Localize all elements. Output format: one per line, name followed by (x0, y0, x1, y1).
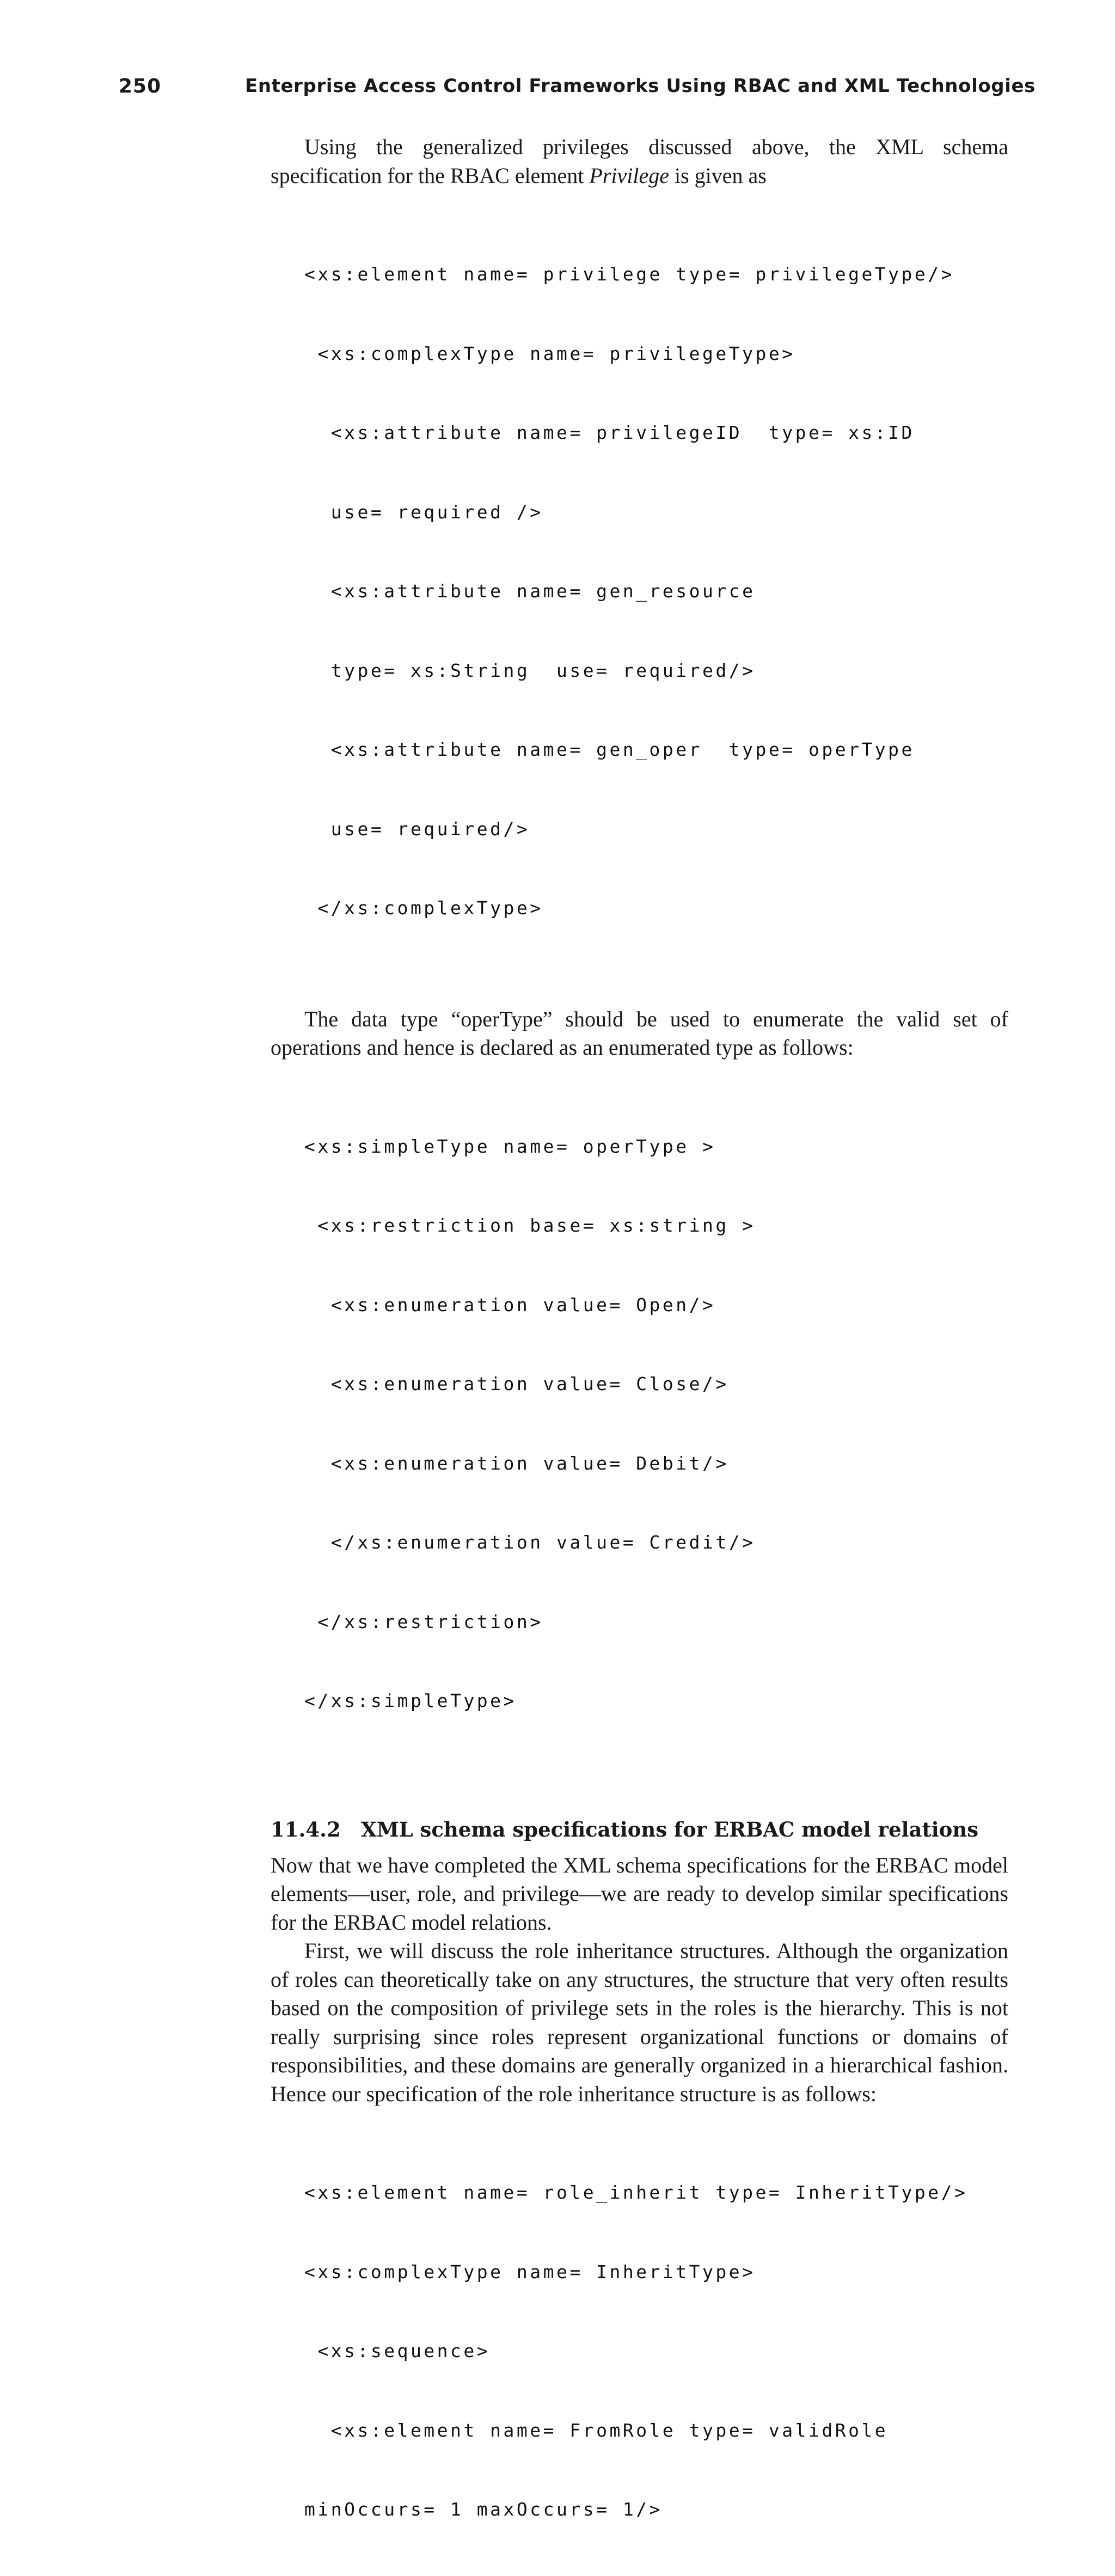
paragraph-relations-intro: Now that we have completed the XML schema specifications for the ERBAC model elements—user, role, and privilege—we are ready to develop similar specifications for the ERBAC model relations. (271, 1852, 1008, 1935)
code-line: <xs:enumeration value= Open/> (304, 1294, 716, 1315)
code-line: <xs:enumeration value= Debit/> (304, 1452, 729, 1474)
page-header (0, 75, 1115, 102)
code-line: <xs:complexType name= InheritType> (304, 2261, 756, 2283)
code-line: <xs:attribute name= privilegeID type= xs:ID (304, 422, 915, 443)
code-line: <xs:element name= privilege type= privilegeType/> (304, 264, 955, 285)
paragraph-privilege-intro (271, 133, 1008, 190)
code-line: type= xs:String use= required/> (304, 659, 756, 681)
code-line: <xs:restriction base= xs:string > (304, 1215, 756, 1236)
code-line: <xs:simpleType name= operType > (304, 1135, 716, 1157)
code-line: minOccurs= 1 maxOccurs= 1/> (304, 2499, 663, 2520)
code-line: <xs:attribute name= gen_resource (304, 580, 756, 602)
code-line: use= required/> (304, 818, 530, 840)
section-heading (271, 1815, 1008, 1844)
code-block-role-inherit-schema (271, 2127, 1008, 2576)
code-line: </xs:restriction> (304, 1611, 543, 1632)
section-number: 11.4.2 (271, 1817, 341, 1841)
code-line: </xs:complexType> (304, 897, 543, 919)
code-line: <xs:sequence> (304, 2340, 491, 2361)
code-line: <xs:enumeration value= Close/> (304, 1373, 729, 1394)
running-head: Enterprise Access Control Frameworks Using RBAC and XML Technologies (245, 75, 1036, 97)
paragraph-opertype: The data type “operType” should be used to enumerate the valid set of operations and hence is declared as an enumerated type as follows: (271, 1006, 1008, 1060)
code-line: <xs:complexType name= privilegeType> (304, 342, 795, 364)
page-number: 250 (119, 75, 162, 97)
text-segment: Using the generalized privileges discussed above, the XML schema specification for the RBAC element (271, 134, 1008, 188)
code-block-opertype-schema (271, 1081, 1008, 1767)
emphasis-privilege: Privilege (589, 163, 669, 188)
code-block-privilege-schema (271, 209, 1008, 975)
code-line: <xs:element name= FromRole type= validRole (304, 2419, 889, 2441)
code-line: <xs:element name= role_inherit type= InheritType/> (304, 2182, 968, 2203)
page-body (271, 133, 1008, 2576)
paragraph-role-inheritance: First, we will discuss the role inheritance structures. Although the organization of roles can theoretically take on any structures, the structure that very often results based on the composition of privilege sets in the roles is the hierarchy. This is not really surprising since roles represent organizational functions or domains of responsibilities, and these domains are generally organized in a hierarchical fashion. Hence our specification of the role inheritance structure is as follows: (271, 1938, 1008, 2106)
code-line: use= required /> (304, 501, 543, 523)
text-segment: is given as (669, 163, 767, 188)
code-line: <xs:attribute name= gen_oper type= operType (304, 739, 915, 760)
code-line: </xs:enumeration value= Credit/> (304, 1532, 756, 1553)
code-line: </xs:simpleType> (304, 1690, 517, 1711)
section-title: XML schema specifications for ERBAC model relations (361, 1817, 979, 1841)
